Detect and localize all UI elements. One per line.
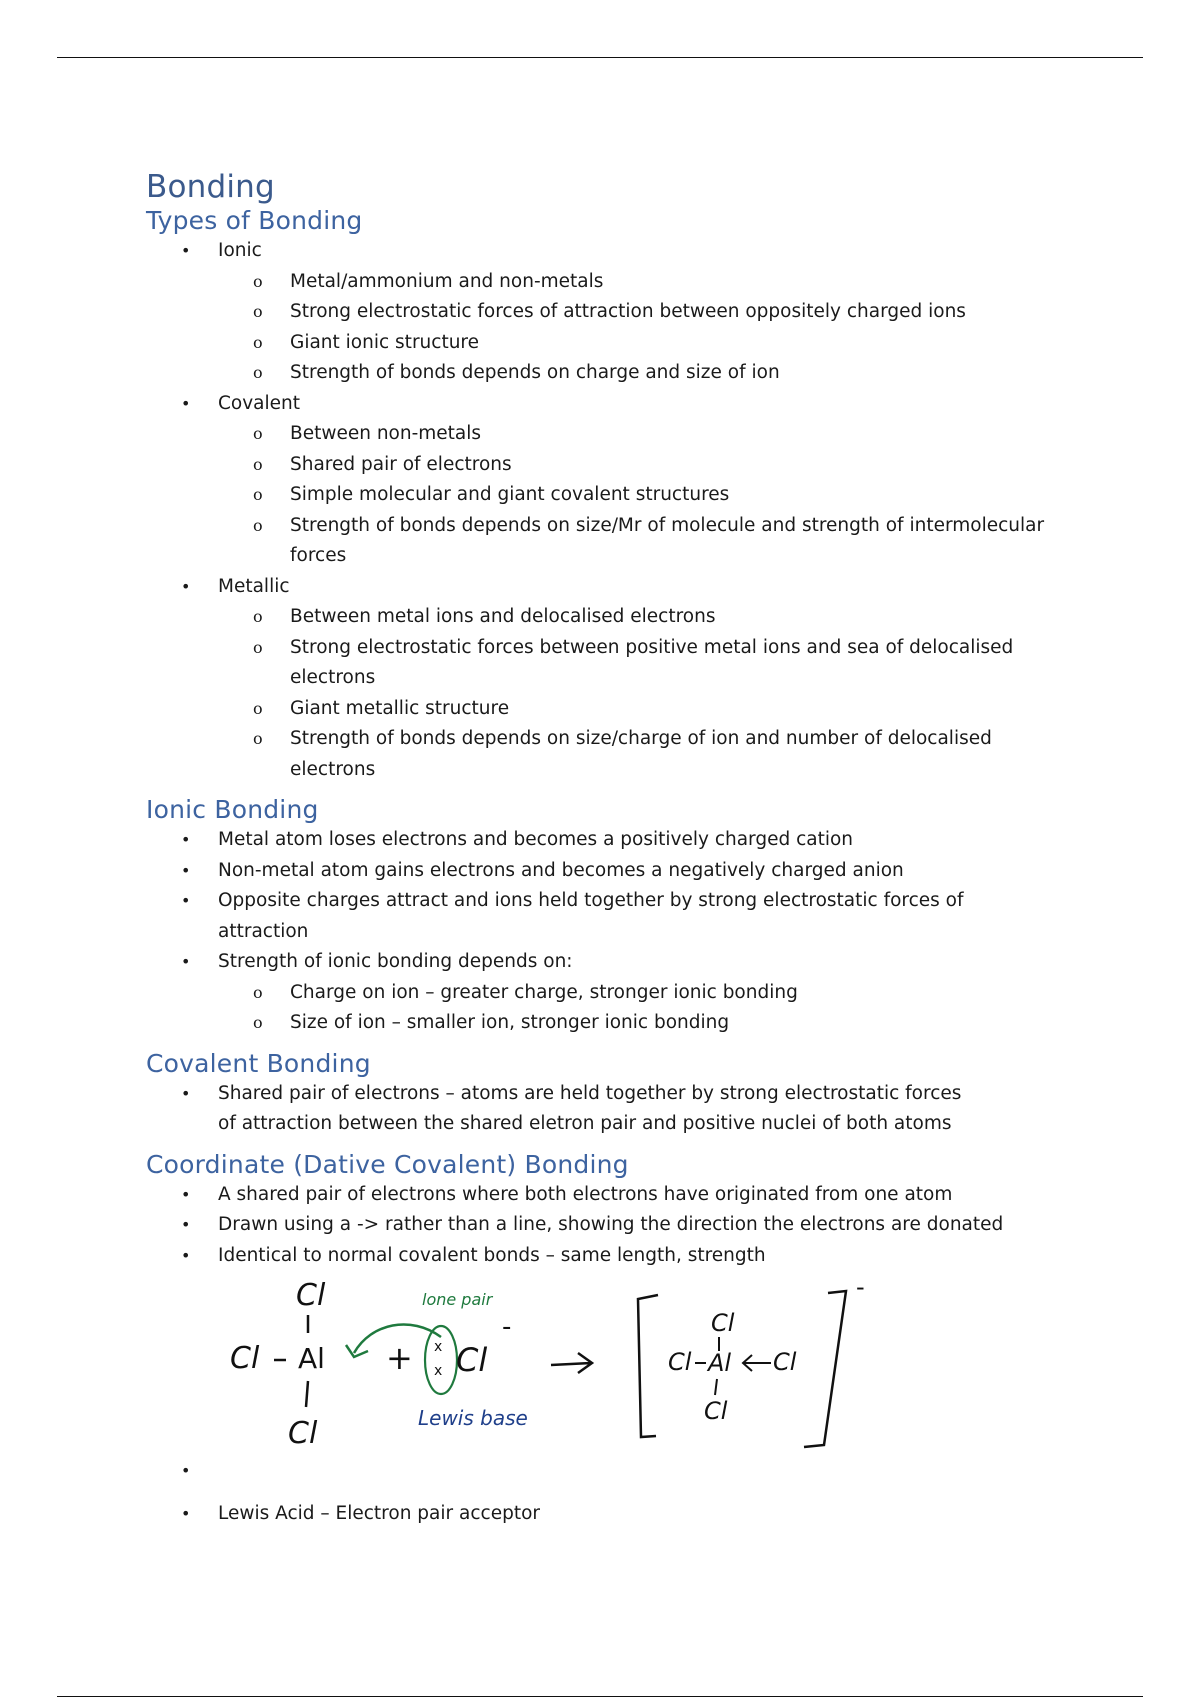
header-rule [57, 57, 1143, 58]
list-item: o Charge on ion – greater charge, stronger ionic bonding [218, 978, 1046, 1009]
ionic-bonding-list [146, 825, 1046, 1039]
lewis-base-label: Lewis base [418, 1406, 528, 1430]
heading-coordinate-bonding: Coordinate (Dative Covalent) Bonding [146, 1149, 629, 1179]
list-item-ionic: • Ionic o Metal/ammonium and non-metals o Strong electrostatic forces of attraction between oppositely charged ions o Giant ionic structure o Strength of bonds depends on charge and size of ion [146, 236, 1046, 389]
cl-ion-label: Cl [456, 1341, 488, 1379]
list-item-metallic: • Metallic o Between metal ions and delocalised electrons o Strong electrostatic forces between positive metal ions and sea of delocalised electrons o Giant metallic structure o Strength of bonds depends on size/charge of ion and number of delocalised electrons [146, 572, 1046, 786]
product-cl-bottom: Cl [704, 1397, 728, 1425]
plus-sign: + [386, 1339, 413, 1377]
list-item: • Drawn using a -> rather than a line, showing the direction the electrons are donated [146, 1210, 1046, 1241]
list-item: • Shared pair of electrons – atoms are held together by strong electrostatic forces of attraction between the shared eletron pair and positive nuclei of both atoms [146, 1079, 978, 1140]
lone-pair-label: lone pair [422, 1290, 493, 1309]
list-item: o Giant ionic structure [218, 328, 1046, 359]
types-list [146, 236, 1046, 785]
heading-covalent-bonding: Covalent Bonding [146, 1048, 371, 1078]
ion-charge: - [502, 1312, 512, 1342]
product-al: Al [708, 1349, 732, 1377]
list-item: o Size of ion – smaller ion, stronger ionic bonding [218, 1008, 1046, 1039]
list-item: • A shared pair of electrons where both electrons have originated from one atom [146, 1180, 1046, 1211]
bond-line-bottom [306, 1381, 308, 1407]
cl-top-label: • Cl [296, 1278, 326, 1313]
cl-bottom-label: Cl [288, 1416, 318, 1451]
diagram-list-item [146, 1271, 1046, 1499]
list-item: • Identical to normal covalent bonds – same length, strength [146, 1241, 1046, 1272]
document-body [146, 168, 1046, 1530]
dative-bond-diagram [206, 1275, 906, 1490]
heading-types-of-bonding: Types of Bonding [146, 206, 363, 235]
list-item: o Simple molecular and giant covalent structures [218, 480, 1046, 511]
electron-x-icon: x [434, 1363, 443, 1379]
product-cl-left: Cl [668, 1348, 692, 1376]
product-cl-top: Cl [711, 1309, 735, 1337]
product-bond-bottom [715, 1379, 717, 1395]
product-cl-right: Cl [773, 1348, 797, 1376]
list-item: • Opposite charges attract and ions held together by strong electrostatic forces of attraction [146, 886, 1046, 947]
list-item: o Strength of bonds depends on size/charge of ion and number of delocalised electrons [218, 724, 1050, 785]
list-item: o Giant metallic structure [218, 694, 1046, 725]
list-item: • Metal atom loses electrons and becomes a positively charged cation [146, 825, 1046, 856]
list-item: o Strong electrostatic forces of attraction between oppositely charged ions [218, 297, 1046, 328]
reaction-arrow-icon [551, 1353, 592, 1373]
list-item: o Between metal ions and delocalised electrons [218, 602, 1046, 633]
list-item: o Strength of bonds depends on charge and size of ion [218, 358, 1046, 389]
al-label: Al [298, 1342, 325, 1375]
heading-ionic-bonding: Ionic Bonding [146, 795, 319, 824]
list-item-strength: • Strength of ionic bonding depends on: o Charge on ion – greater charge, stronger ionic bonding o Size of ion – smaller ion, stronger ionic bonding [146, 947, 1046, 1039]
left-bracket [638, 1295, 658, 1437]
coordinate-bonding-list [146, 1180, 1046, 1530]
list-item: • Lewis Acid – Electron pair acceptor [146, 1499, 1046, 1530]
list-item: o Shared pair of electrons [218, 450, 1046, 481]
product-dative-arrow-icon [743, 1355, 771, 1371]
electron-x-icon: x [434, 1339, 443, 1355]
product-charge: - [856, 1275, 865, 1301]
list-item: o Between non-metals [218, 419, 1046, 450]
footer-rule [57, 1696, 1143, 1697]
cl-left-label: Cl [230, 1341, 260, 1376]
list-item: o Strong electrostatic forces between positive metal ions and sea of delocalised electrons [218, 633, 1050, 694]
list-item-covalent: • Covalent o Between non-metals o Shared pair of electrons o Simple molecular and giant covalent structures o Strength of bonds depends on size/Mr of molecule and strength of intermolecular forces [146, 389, 1046, 572]
right-bracket [804, 1291, 846, 1447]
list-item: o Metal/ammonium and non-metals [218, 267, 1046, 298]
list-item: o Strength of bonds depends on size/Mr of molecule and strength of intermolecular forces [218, 511, 1050, 572]
covalent-bonding-list [146, 1079, 1046, 1140]
list-item: • Non-metal atom gains electrons and becomes a negatively charged anion [146, 856, 1046, 887]
page-title: Bonding [146, 169, 275, 205]
